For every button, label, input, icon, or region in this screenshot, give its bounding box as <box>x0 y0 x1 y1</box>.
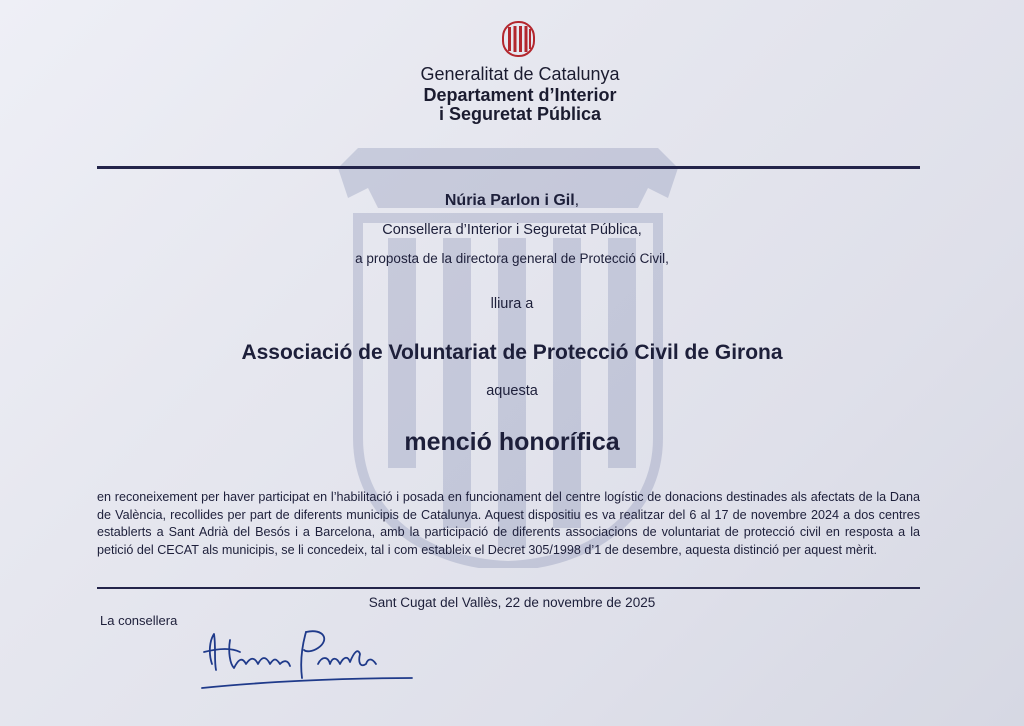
place-date: Sant Cugat del Vallès, 22 de novembre de 2025 <box>368 595 656 610</box>
verb-line: lliura a <box>490 296 534 312</box>
award-title: menció honorífica <box>404 428 620 456</box>
department-name-line2: i Seguretat Pública <box>438 104 602 124</box>
signer-role: La consellera <box>100 613 178 628</box>
catalan-emblem-icon <box>502 21 535 57</box>
proposal-line: a proposta de la directora general de Protecció Civil, <box>355 251 669 266</box>
award-reason: en reconeixement per haver participat en l’habilitació i posada en funcionament del centre logístic de donacions destinades als afectats de la Dana de València, recollides per part de diferents municipis de Catalunya. Aquest dispositiu es va realitzar del 6 al 17 de novembre 2024 a dos centres establerts a Sant Adrià del Besós i a Barcelona, amb la participació de diferents associacions de voluntariat de protecció civil en resposta a la petició del CECAT als municipis, se li concedeix, tal i com estableix el Decret 305/1998 d’1 de desembre, aquesta distinció per aquest mèrit. <box>97 490 920 557</box>
handwritten-signature <box>190 612 420 702</box>
top-divider <box>97 166 920 169</box>
bottom-divider <box>97 587 920 589</box>
government-name: Generalitat de Catalunya <box>420 64 620 84</box>
department-name-line1: Departament d’Interior <box>423 85 617 105</box>
grantor-line <box>0 192 1024 210</box>
recipient-name: Associació de Voluntariat de Protecció Civil de Girona <box>241 341 783 364</box>
connector-line: aquesta <box>486 383 538 399</box>
grantor-name: Núria Parlon i Gil <box>444 192 575 209</box>
grantor-comma: , <box>574 192 580 209</box>
grantor-role: Consellera d’Interior i Seguretat Pública, <box>382 222 642 238</box>
